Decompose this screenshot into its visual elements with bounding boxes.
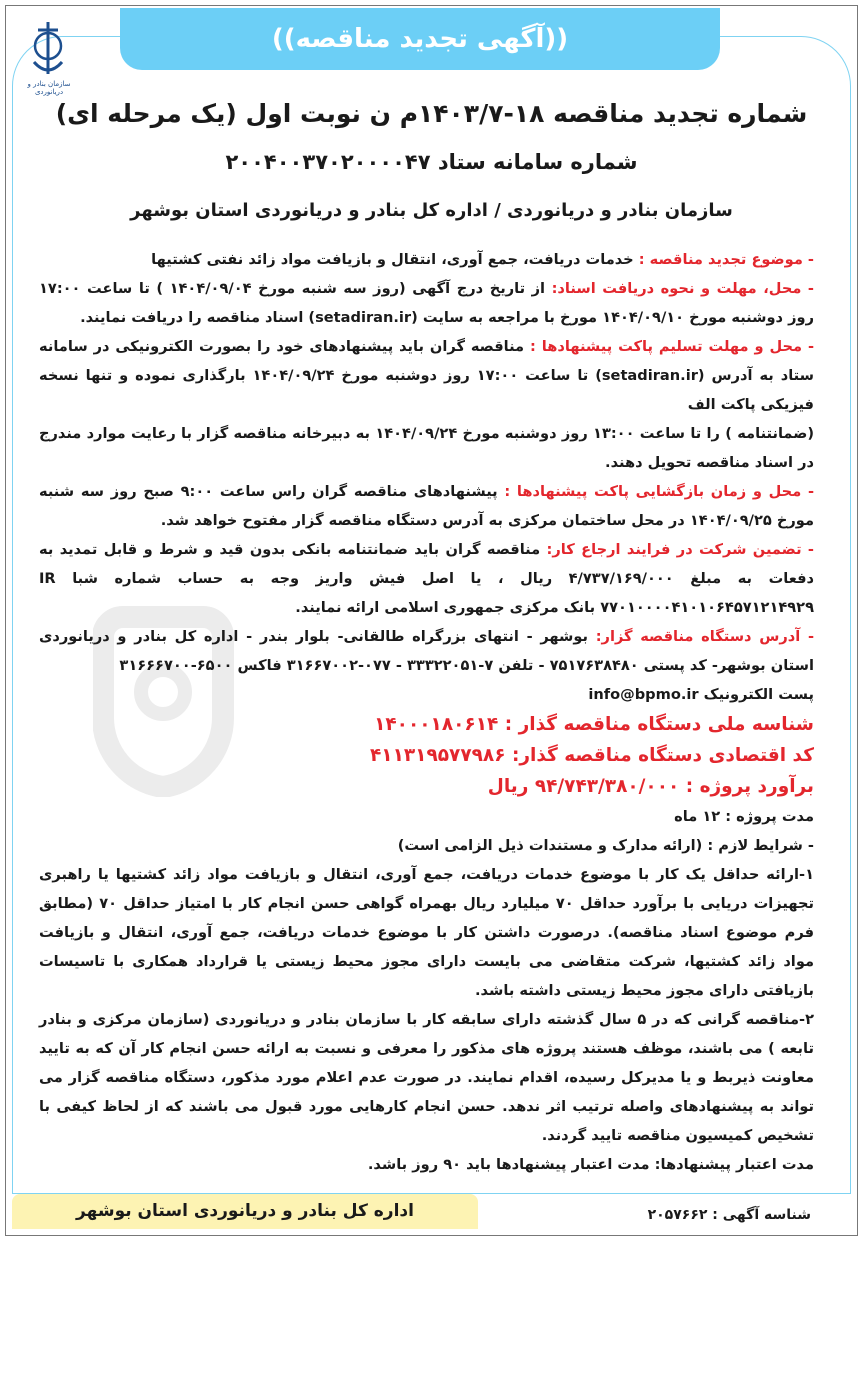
project-estimate: برآورد پروژه : ۹۴/۷۴۳/۳۸۰/۰۰۰ ریال <box>487 776 814 797</box>
notice-banner <box>120 8 720 70</box>
tender-title: شماره تجدید مناقصه ۱۸-۱۴۰۳/۷م ن نوبت اول (یک مرحله ای) <box>55 99 808 128</box>
project-duration: مدت پروژه : ۱۲ ماه <box>674 808 814 825</box>
content-border <box>12 36 851 1194</box>
section-address: - آدرس دستگاه مناقصه گزار: بوشهر - انتهای بزرگراه طالقانی- بلوار بندر - اداره کل بنادر و دریانوردی استان بوشهر- کد پستی ۷۵۱۷۶۳۸۴۸۰ - تلفن ۷-۳۳۳۲۲۰۵۱ - ۰۷۷-۳۱۶۶۷۰۰۲ فاکس ۶۵۰۰-۳۱۶۶۶۷۰۰ <box>39 628 814 674</box>
requirement-2: ۲-مناقصه گرانی که در ۵ سال گذشته دارای سابقه کار با سازمان بنادر و دریانوردی (سازمان مرکزی و بنادر تابعه ) می باشند، موظف هستند پروژه های مذکور را معرفی و نسبت به ارائه حسن انجام کار آن که به تایید معاونت ذیربط و یا مدیرکل رسیده، اقدام نمایند. در صورت عدم اعلام مورد مذکور، دستگاه مناقصه گزار می تواند به پیشنهادهای واصله ترتیب اثر ندهد. حسن انجام کارهایی مورد قبول می باشند که از لحاظ کیفی با تشخیص کمیسیون مناقصه تایید گردند. <box>39 1011 814 1144</box>
requirements-heading: - شرایط لازم : (ارائه مدارک و مستندات ذیل الزامی است) <box>397 837 814 854</box>
requirement-1: ۱-ارائه حداقل یک کار با موضوع خدمات دریافت، جمع آوری، انتقال و بازیافت مواد زائد کشتیها یا راهبری تجهیزات دریایی با برآورد حداقل ۷۰ میلیارد ریال بهمراه گواهی حسن انجام کار با امتیاز حداقل ۷۰ (مطابق فرم موضوع اسناد مناقصه). درصورت داشتن کار با موضوع خدمات دریافت، جمع آوری، انتقال و بازیافت مواد زائد کشتیها، شرکت متقاضی می بایست دارای مجوز محیط زیستی یا قرارداد همکاری با تاسیسات بازیافتی دارای مجوز محیط زیستی داشته باشد. <box>39 866 814 999</box>
ad-id: شناسه آگهی : ۲۰۵۷۶۶۲ <box>647 1207 811 1223</box>
anchor-icon <box>28 18 68 78</box>
issuer-box: اداره کل بنادر و دریانوردی استان بوشهر <box>12 1194 478 1229</box>
setad-number: شماره سامانه ستاد ۲۰۰۴۰۰۳۷۰۲۰۰۰۰۴۷ <box>225 150 638 174</box>
organization-name: سازمان بنادر و دریانوردی / اداره کل بنادر و دریانوردی استان بوشهر <box>130 200 733 221</box>
section-subject: - موضوع تجدید مناقصه : خدمات دریافت، جمع آوری، انتقال و بازیافت مواد زائد نفتی کشتیها <box>151 251 814 268</box>
national-id: شناسه ملی دستگاه مناقصه گذار : ۱۴۰۰۰۱۸۰۶۱۴ <box>374 714 814 735</box>
section-guarantee-delivery: (ضمانتنامه ) را تا ساعت ۱۳:۰۰ روز دوشنبه مورخ ۱۴۰۴/۰۹/۲۴ به دبیرخانه مناقصه گزار با رعایت موارد مندرج در اسناد مناقصه تحویل دهند. <box>39 425 814 471</box>
banner-title: ((آگهی تجدید مناقصه)) <box>271 24 569 54</box>
section-email: پست الکترونیک info@bpmo.ir <box>588 686 814 703</box>
bid-validity: مدت اعتبار پیشنهادها: مدت اعتبار پیشنهادها باید ۹۰ روز باشد. <box>367 1156 814 1173</box>
ports-organization-logo <box>28 18 68 82</box>
notice-body <box>13 245 850 1179</box>
document-frame <box>5 5 858 1236</box>
section-submission: - محل و مهلت تسلیم پاکت پیشنهادها : مناقصه گران باید پیشنهادهای خود را بصورت الکترونیکی در سامانه ستاد به آدرس (setadiran.ir) تا ساعت ۱۷:۰۰ روز دوشنبه مورخ ۱۴۰۴/۰۹/۲۴ بارگذاری نموده و تنها نسخه فیزیکی پاکت الف <box>39 338 815 413</box>
section-opening: - محل و زمان بازگشایی پاکت پیشنهادها : پیشنهادهای مناقصه گران راس ساعت ۹:۰۰ صبح روز سه شنبه مورخ ۱۴۰۴/۰۹/۲۵ در محل ساختمان مرکزی به آدرس دستگاه مناقصه گزار مفتوح خواهد شد. <box>39 483 815 529</box>
section-bid-bond: - تضمین شرکت در فرایند ارجاع کار: مناقصه گران باید ضمانتنامه بانکی بدون قید و شرط و قابل تمدید به دفعات به مبلغ ۴/۷۳۷/۱۶۹/۰۰۰ ریال ، یا اصل فیش واریز وجه به حساب شماره شبا IR ۷۷۰۱۰۰۰۰۴۱۰۱۰۶۴۵۷۱۲۱۴۹۲۹ بانک مرکزی جمهوری اسلامی ارائه نمایند. <box>39 541 814 616</box>
logo-caption: سازمان بنادر و دریانوردی <box>27 80 71 96</box>
section-documents: - محل، مهلت و نحوه دریافت اسناد: از تاریخ درج آگهی (روز سه شنبه مورخ ۱۴۰۴/۰۹/۰۴ ) تا ساعت ۱۷:۰۰ روز دوشنبه مورخ ۱۴۰۴/۰۹/۱۰ مورخ با مراجعه به سایت (setadiran.ir) اسناد مناقصه را دریافت نمایند. <box>39 280 814 326</box>
footer <box>12 1194 851 1229</box>
economic-code: کد اقتصادی دستگاه مناقصه گذار: ۴۱۱۳۱۹۵۷۷۹۸۶ <box>370 745 814 766</box>
